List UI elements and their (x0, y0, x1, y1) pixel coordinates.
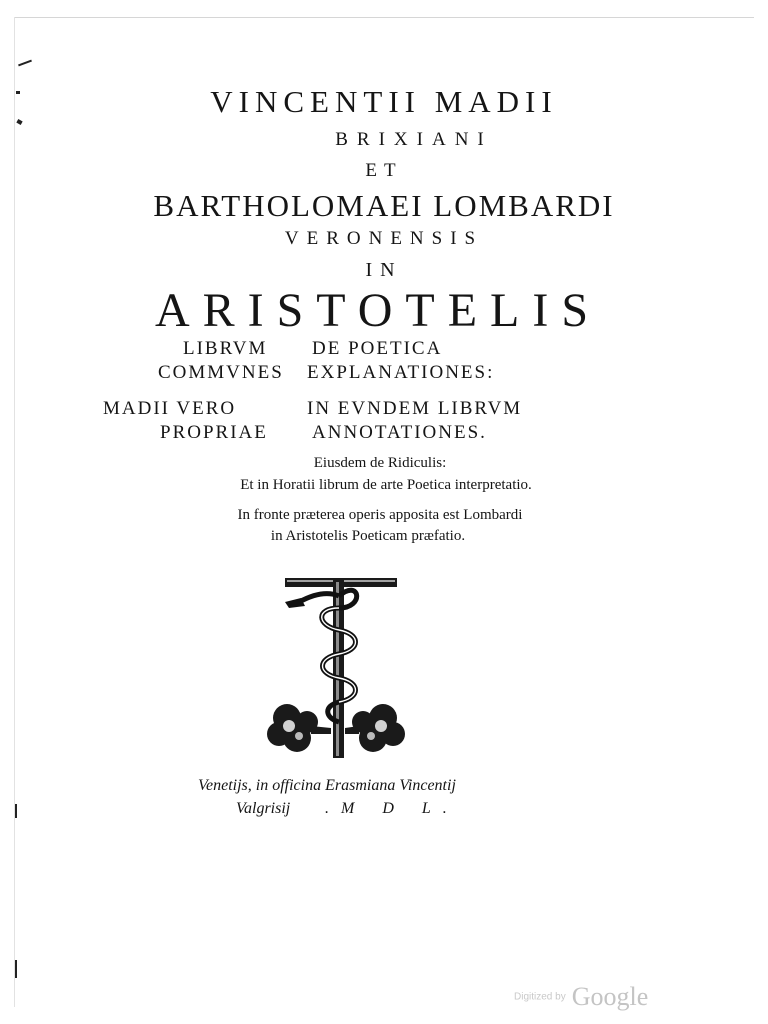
title-line-librvm: LIBRVM (183, 338, 268, 359)
title-line-de-poetica: DE POETICA (312, 338, 443, 359)
title-line-commvnes: COMMVNES (158, 362, 284, 383)
right-cloud (352, 704, 405, 752)
title-line-in-evndem-librvm: IN EVNDEM LIBRVM (307, 398, 523, 419)
title-aristotelis: ARISTOTELIS (154, 284, 602, 337)
subtitle-ridiculis: Eiusdem de Ridiculis: (313, 455, 447, 471)
digitized-watermark (514, 982, 648, 1012)
author-origin-veronensis: VERONENSIS (284, 228, 484, 249)
left-arm (311, 726, 331, 734)
preposition-in: IN (365, 259, 403, 281)
imprint-printer-name: Valgrisij (236, 800, 291, 817)
conjunction-et: ET (365, 160, 403, 181)
imprint-place-printer: Venetijs, in officina Erasmiana Vincentij (198, 777, 456, 794)
title-line-madii-vero: MADII VERO (103, 398, 237, 419)
author-madius: VINCENTII MADII (210, 84, 558, 119)
author-origin-brixiani: BRIXIANI (335, 129, 493, 150)
page-edge-top (14, 17, 754, 18)
watermark-brand: Google (571, 982, 649, 1011)
subtitle-horatii: Et in Horatii librum de arte Poetica interpretatio. (240, 477, 532, 493)
subtitle-praefatio: in Aristotelis Poeticam præfatio. (270, 528, 466, 544)
printer-device-icon (265, 568, 405, 768)
title-line-explanationes: EXPLANATIONES: (307, 362, 495, 383)
margin-speck (15, 804, 17, 818)
author-lombardus: BARTHOLOMAEI LOMBARDI (153, 188, 615, 223)
title-line-annotationes: ANNOTATIONES. (312, 422, 487, 443)
left-cloud (267, 704, 318, 752)
margin-speck (15, 960, 17, 978)
title-line-propriae: PROPRIAE (160, 422, 268, 443)
subtitle-fronte: In fronte præterea operis apposita est Lombardi (237, 507, 523, 523)
right-arm (345, 726, 359, 734)
margin-speck (18, 60, 32, 67)
imprint-year: .M D L. (325, 800, 459, 817)
watermark-prefix: Digitized by (514, 991, 566, 1003)
